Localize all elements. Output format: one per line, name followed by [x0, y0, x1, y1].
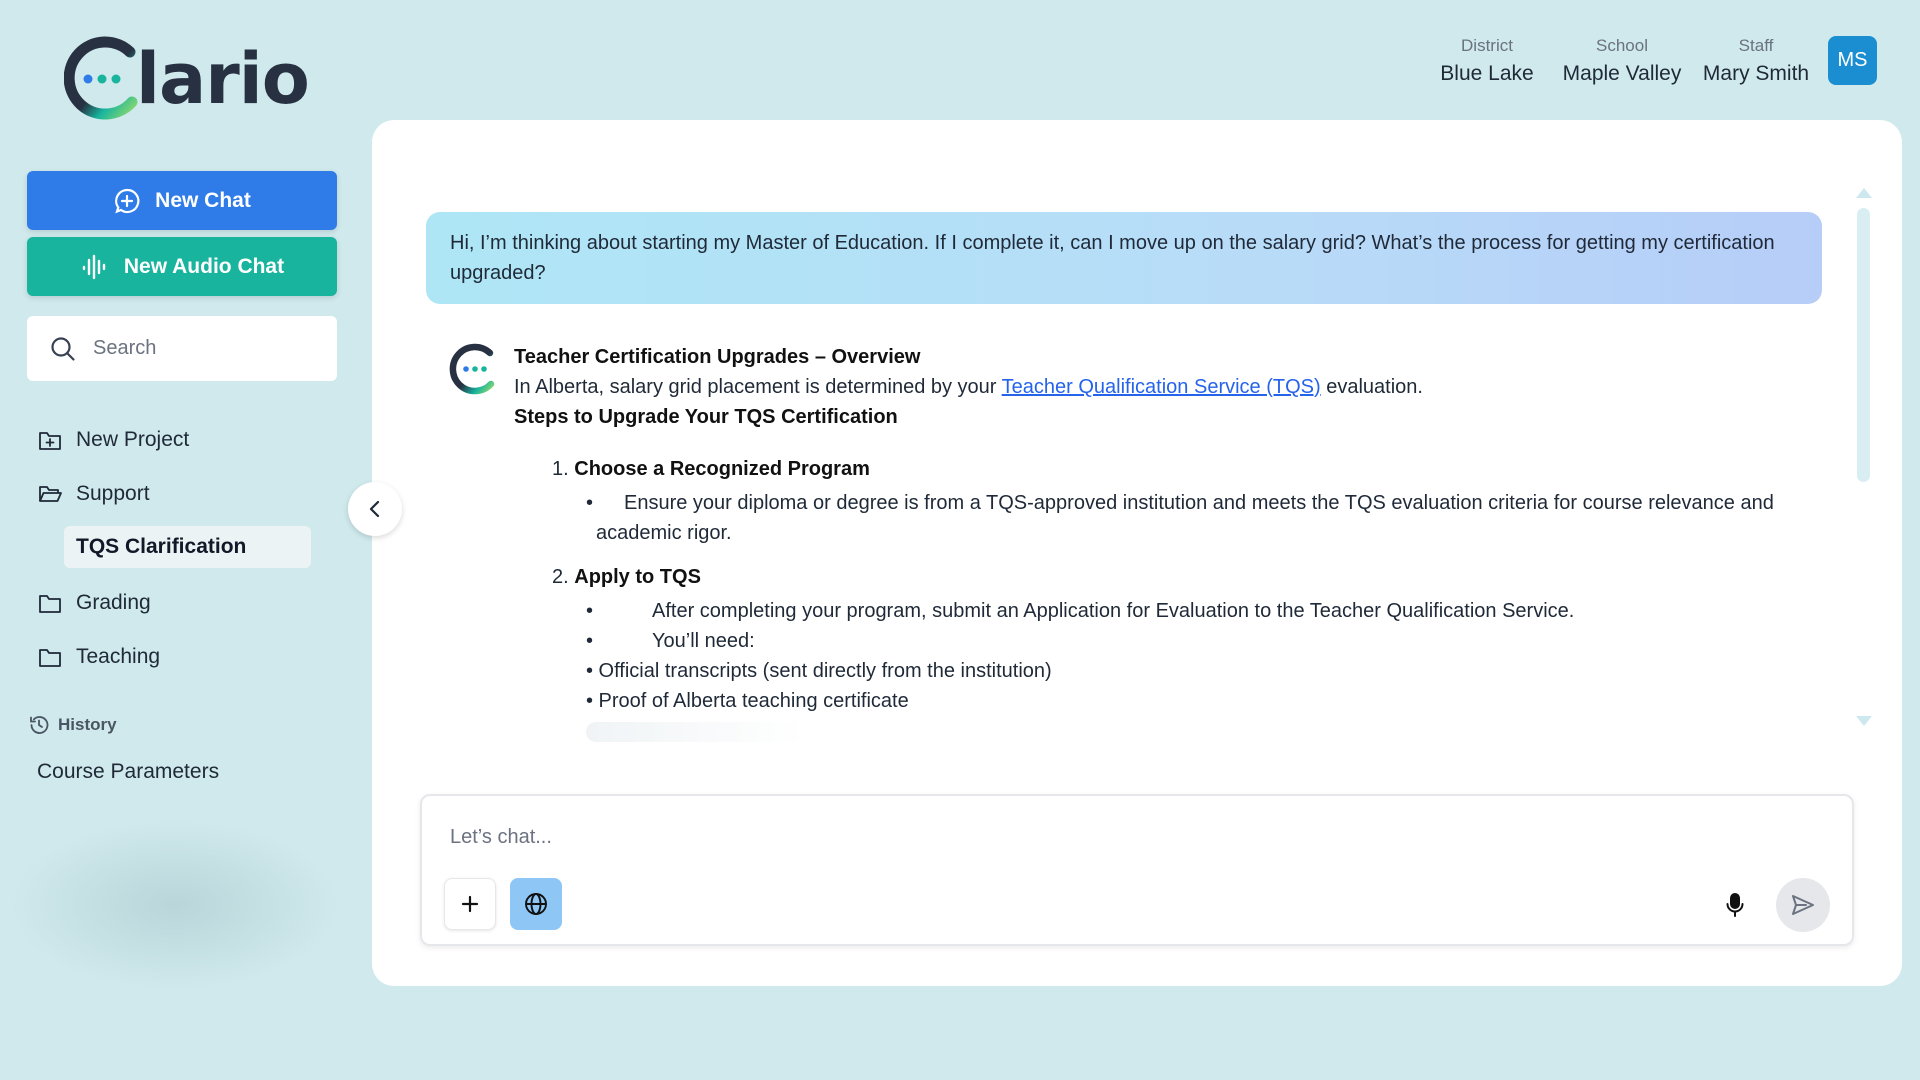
audio-wave-icon — [80, 252, 110, 282]
search-input[interactable] — [93, 337, 313, 360]
requirement-certificate: • Proof of Alberta teaching certificate — [586, 690, 909, 712]
globe-icon — [523, 891, 549, 917]
logo-mark-icon — [64, 36, 144, 122]
staff-label: Staff — [1738, 36, 1774, 55]
bullet-dot: • — [586, 600, 594, 622]
chevron-left-icon — [368, 500, 382, 518]
district-label: District — [1461, 36, 1513, 55]
header-staff — [1696, 36, 1816, 86]
new-audio-chat-button[interactable] — [27, 237, 337, 296]
history-item[interactable]: Course Parameters — [37, 760, 220, 783]
sidebar-item-support[interactable] — [38, 482, 150, 506]
folder-open-icon — [38, 483, 62, 505]
step-2 — [552, 562, 1814, 592]
scroll-up-arrow[interactable] — [1856, 188, 1872, 198]
intro-text: In Alberta, salary grid placement is determined by your — [514, 376, 1002, 398]
history-heading — [28, 714, 117, 736]
sidebar-item-tqs-clarification[interactable] — [64, 526, 311, 568]
district-value: Blue Lake — [1440, 62, 1534, 85]
send-icon — [1790, 892, 1816, 918]
bullet-dot: • — [586, 630, 594, 652]
folder-plus-icon — [38, 429, 62, 451]
history-label: History — [58, 715, 117, 734]
step-2-title: Apply to TQS — [574, 566, 701, 588]
avatar[interactable]: MS — [1828, 36, 1877, 85]
sidebar-item-label: Support — [76, 482, 150, 505]
app-logo — [64, 36, 309, 122]
school-value: Maple Valley — [1562, 62, 1682, 85]
header-district — [1430, 36, 1544, 86]
sidebar-item-label: TQS Clarification — [76, 535, 247, 558]
assistant-intro — [514, 372, 1814, 402]
history-icon — [28, 714, 50, 736]
bullet-dot: • — [586, 492, 594, 514]
step-1 — [552, 454, 1814, 484]
assistant-title: Teacher Certification Upgrades – Overview — [514, 346, 921, 368]
sidebar-item-teaching[interactable] — [38, 645, 160, 669]
step-2-bullet-2 — [514, 626, 1814, 656]
blurred-background — [10, 820, 340, 990]
add-attachment-button[interactable] — [444, 878, 496, 930]
sidebar-item-label: New Project — [76, 428, 190, 451]
chat-input[interactable] — [450, 826, 1750, 849]
plus-icon — [460, 894, 480, 914]
assistant-logo-icon — [448, 342, 500, 396]
steps-heading: Steps to Upgrade Your TQS Certification — [514, 406, 898, 428]
faded-overflow-text — [586, 716, 1814, 744]
search-box — [27, 316, 337, 381]
step-2-bullet-1-text: After completing your program, submit an Application for Evaluation to the Teacher Qualification Service. — [652, 600, 1575, 622]
search-icon — [49, 335, 77, 363]
sidebar-item-new-project[interactable] — [38, 428, 189, 452]
step-1-title: Choose a Recognized Program — [574, 458, 870, 480]
step-2-bullet-1 — [514, 596, 1814, 626]
scrollbar-thumb[interactable] — [1857, 208, 1870, 482]
microphone-icon — [1724, 892, 1746, 918]
scroll-down-arrow[interactable] — [1856, 716, 1872, 726]
step-2-bullet-2-text: You’ll need: — [652, 630, 755, 652]
new-chat-button[interactable] — [27, 171, 337, 230]
new-chat-label: New Chat — [155, 188, 251, 212]
school-label: School — [1596, 36, 1648, 55]
intro-text-end: evaluation. — [1320, 376, 1423, 398]
header-school — [1556, 36, 1688, 86]
sidebar-item-label: Grading — [76, 591, 151, 614]
user-message: Hi, I’m thinking about starting my Master of Education. If I complete it, can I move up on the salary grid? What’s the process for getting my certification upgraded? — [426, 212, 1822, 304]
staff-value: Mary Smith — [1702, 62, 1810, 85]
web-search-toggle[interactable] — [510, 878, 562, 930]
sidebar-item-grading[interactable] — [38, 591, 151, 615]
assistant-message — [514, 342, 1814, 744]
new-audio-chat-label: New Audio Chat — [123, 254, 285, 278]
send-button[interactable] — [1776, 878, 1830, 932]
microphone-button[interactable] — [1718, 888, 1752, 922]
collapse-sidebar-button[interactable] — [348, 482, 402, 536]
requirement-transcripts: • Official transcripts (sent directly from the institution) — [586, 660, 1052, 682]
tqs-link[interactable]: Teacher Qualification Service (TQS) — [1001, 376, 1321, 398]
chat-composer — [420, 794, 1854, 946]
logo-text: lario — [136, 38, 309, 120]
step-1-bullet-text: Ensure your diploma or degree is from a TQS-approved institution and meets the TQS evaluation criteria for course relevance and academic rigor. — [596, 492, 1774, 544]
sidebar-item-label: Teaching — [76, 645, 161, 668]
folder-icon — [38, 646, 62, 668]
folder-icon — [38, 592, 62, 614]
step-2-number: 2. — [552, 566, 569, 588]
chat-plus-icon — [113, 187, 141, 215]
step-1-number: 1. — [552, 458, 569, 480]
step-1-bullet — [514, 488, 1814, 548]
